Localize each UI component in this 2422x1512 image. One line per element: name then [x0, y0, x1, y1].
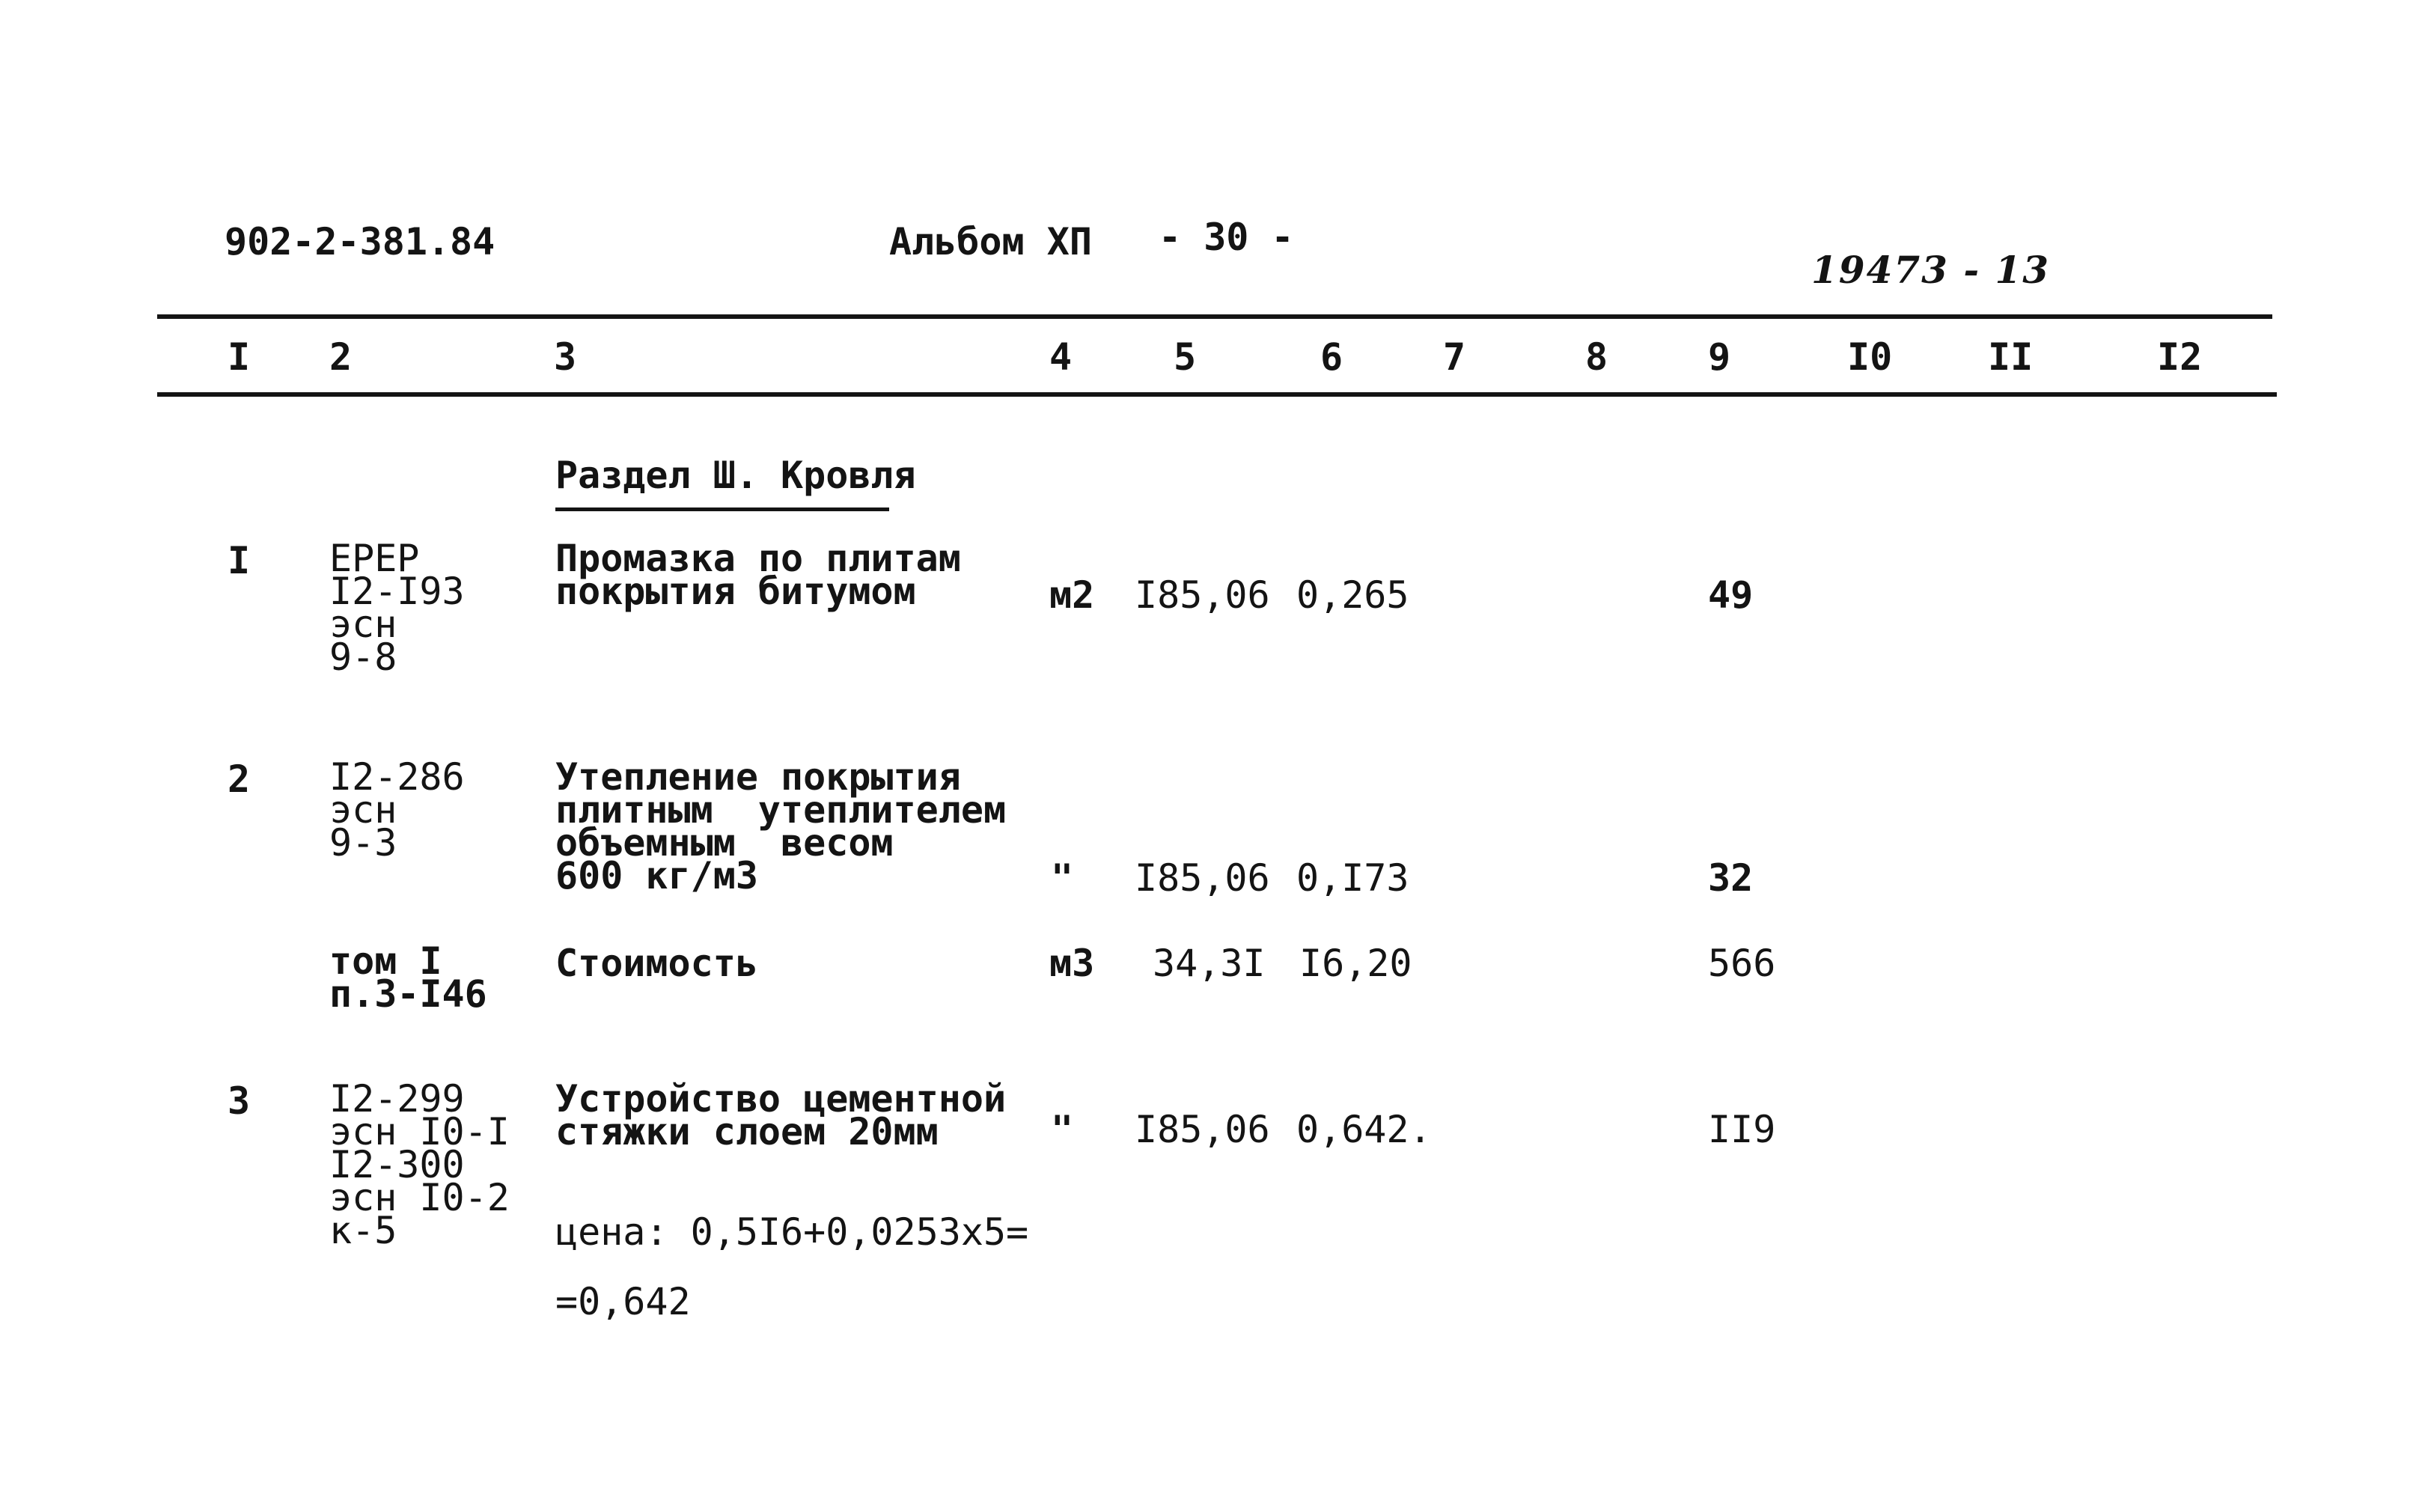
row-unit-price: 0,642.: [1296, 1108, 1432, 1151]
row-description: Промазка по плитам покрытия битумом: [555, 537, 961, 613]
column-header: 6: [1320, 335, 1343, 379]
row-unit: ": [1051, 1108, 1074, 1151]
column-header: 9: [1708, 335, 1731, 379]
column-header: I0: [1847, 335, 1893, 379]
row-code: ЕРЕР I2-I93 эсн 9-8: [329, 537, 465, 679]
header-rule-bottom: [157, 392, 2277, 397]
handwritten-reference: 19473 - 13: [1811, 248, 2051, 292]
row-total: II9: [1708, 1108, 1776, 1151]
column-header: I: [228, 335, 251, 379]
row-total: 566: [1708, 942, 1776, 985]
row-quantity: 34,3I: [1153, 942, 1266, 985]
row-total: 32: [1708, 856, 1754, 900]
row-number: 3: [228, 1079, 251, 1123]
row-code: том I п.3-I46: [329, 939, 487, 1016]
row-code: I2-286 эсн 9-3: [329, 755, 465, 865]
row-number: 2: [228, 757, 251, 801]
row-description: Стоимость: [555, 942, 758, 985]
header-rule-top: [157, 314, 2272, 319]
column-header: I2: [2157, 335, 2203, 379]
row-code: I2-299 эсн I0-I I2-300 эсн I0-2 к-5: [329, 1077, 510, 1252]
row-unit-price: 0,I73: [1296, 856, 1409, 900]
row-total: 49: [1708, 573, 1754, 617]
row-quantity: I85,06: [1135, 573, 1270, 617]
section-title-underline: [555, 507, 889, 511]
row-description: Устройство цементной стяжки слоем 20мм: [555, 1077, 1007, 1153]
row-quantity: I85,06: [1135, 856, 1270, 900]
column-header: 2: [329, 335, 353, 379]
row-unit: ": [1051, 856, 1074, 900]
row-price-note: цена: 0,5I6+0,0253х5= =0,642: [555, 1210, 1029, 1323]
row-quantity: I85,06: [1135, 1108, 1270, 1151]
row-unit: м3: [1049, 942, 1095, 985]
doc-code: 902-2-381.84: [225, 220, 495, 263]
column-header: 4: [1049, 335, 1073, 379]
column-header: 3: [554, 335, 577, 379]
row-unit-price: 0,265: [1296, 573, 1409, 617]
row-unit: м2: [1049, 573, 1095, 617]
column-header: II: [1988, 335, 2034, 379]
column-header: 5: [1174, 335, 1197, 379]
page-number: - 30 -: [1159, 216, 1294, 259]
row-description: Утепление покрытия плитным утеплителем объемным весом 600 кг/м3: [555, 755, 1007, 897]
row-number: I: [228, 539, 251, 582]
column-header: 8: [1585, 335, 1608, 379]
album-label: Альбом XП: [889, 220, 1092, 263]
section-title: Раздел Ш. Кровля: [555, 454, 916, 497]
row-unit-price: I6,20: [1299, 942, 1412, 985]
column-header: 7: [1443, 335, 1466, 379]
